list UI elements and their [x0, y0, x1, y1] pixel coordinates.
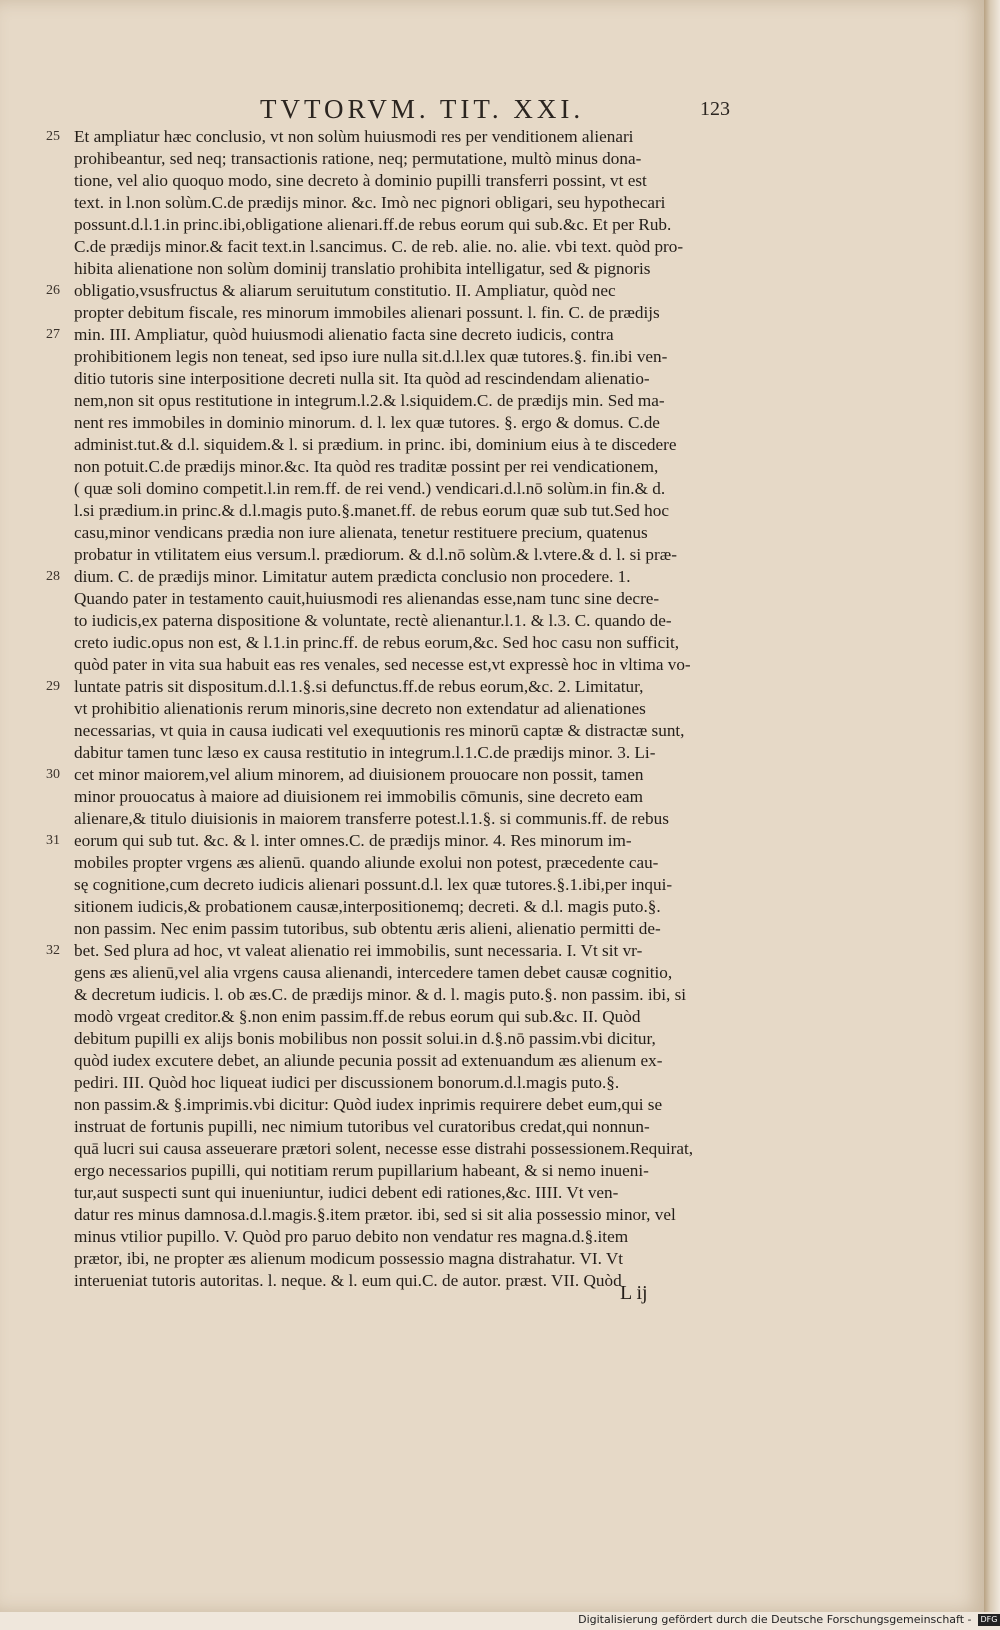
signature-mark: L ij: [620, 1282, 648, 1304]
line-text: datur res minus damnosa.d.l.magis.§.item prætor. ibi, sed si sit alia possessio minor, vel: [74, 1205, 676, 1224]
text-line: [46, 1226, 766, 1248]
line-text: eorum qui sub tut. &c. & l. inter omnes.C. de prædijs minor. 4. Res minorum im-: [74, 831, 632, 850]
text-line: [46, 742, 766, 764]
text-line: [46, 1160, 766, 1182]
margin-number: 31: [46, 833, 60, 848]
text-line: [46, 1028, 766, 1050]
text-line: [46, 852, 766, 874]
text-line: [46, 478, 766, 500]
text-line: [46, 1094, 766, 1116]
text-line: [46, 192, 766, 214]
line-text: obligatio,vsusfructus & aliarum seruitutum constitutio. II. Ampliatur, quòd nec: [74, 281, 616, 300]
text-line: [46, 720, 766, 742]
line-text: nem,non sit opus restitutione in integrum.l.2.& l.siquidem.C. de prædijs min. Sed ma-: [74, 391, 665, 410]
line-text: gens æs alienū,vel alia vrgens causa alienandi, intercedere tamen debet causæ cognitio,: [74, 963, 673, 982]
text-line: [46, 258, 766, 280]
text-line: [46, 148, 766, 170]
line-text: Et ampliatur hæc conclusio, vt non solùm huiusmodi res per venditionem alienari: [74, 127, 634, 146]
text-line: [46, 654, 766, 676]
text-line: [46, 214, 766, 236]
line-text: creto iudic.opus non est, & l.1.in princ.ff. de rebus eorum,&c. Sed hoc casu non sufficit,: [74, 633, 680, 652]
line-text: alienare,& titulo diuisionis in maiorem transferre potest.l.1.§. si communis.ff. de rebus: [74, 809, 669, 828]
line-text: instruat de fortunis pupilli, nec nimium tutoribus vel curatoribus credat,qui nonnun-: [74, 1117, 650, 1136]
text-line: [46, 390, 766, 412]
page-number: 123: [700, 98, 730, 120]
text-line: [46, 1182, 766, 1204]
line-text: administ.tut.& d.l. siquidem.& l. si prædium. in princ. ibi, dominium eius à te discedere: [74, 435, 677, 454]
line-text: propter debitum fiscale, res minorum immobiles alienari possunt. l. fin. C. de prædijs: [74, 303, 660, 322]
line-text: quòd pater in vita sua habuit eas res venales, sed necesse est,vt expressè hoc in vltima vo-: [74, 655, 691, 674]
margin-number: 25: [46, 129, 60, 144]
text-line: [46, 940, 766, 962]
text-line: [46, 434, 766, 456]
line-text: casu,minor vendicans prædia non iure alienata, tenetur restituere precium, quatenus: [74, 523, 648, 542]
line-text: ergo necessarios pupilli, qui notitiam rerum pupillarium habeant, & si nemo inueni-: [74, 1161, 649, 1180]
text-line: [46, 126, 766, 148]
line-text: sę cognitione,cum decreto iudicis alienari possunt.d.l. lex quæ tutores.§.1.ibi,per inqui-: [74, 875, 673, 894]
line-text: modò vrgeat creditor.& §.non enim passim.ff.de rebus eorum qui sub.&c. II. Quòd: [74, 1007, 641, 1026]
page-header: [0, 94, 984, 128]
text-line: [46, 280, 766, 302]
margin-number: 29: [46, 679, 60, 694]
text-line: [46, 830, 766, 852]
line-text: bet. Sed plura ad hoc, vt valeat alienatio rei immobilis, sunt necessaria. I. Vt sit vr-: [74, 941, 643, 960]
text-line: [46, 1270, 766, 1292]
line-text: mobiles propter vrgens æs alienū. quando aliunde exolui non potest, præcedente cau-: [74, 853, 659, 872]
text-line: [46, 1248, 766, 1270]
line-text: non passim.& §.imprimis.vbi dicitur: Quòd iudex inprimis requirere debet eum,qui se: [74, 1095, 663, 1114]
margin-number: 32: [46, 943, 60, 958]
line-text: possunt.d.l.1.in princ.ibi,obligatione alienari.ff.de rebus eorum qui sub.&c. Et per Rub.: [74, 215, 672, 234]
text-line: [46, 1006, 766, 1028]
text-line: [46, 1072, 766, 1094]
line-text: probatur in vtilitatem eius versum.l. prædiorum. & d.l.nō solùm.& l.vtere.& d. l. si præ-: [74, 545, 677, 564]
footer-text: Digitalisierung gefördert durch die Deutsche Forschungsgemeinschaft -: [578, 1613, 972, 1626]
line-text: hibita alienatione non solùm dominij translatio prohibita intelligatur, sed & pignoris: [74, 259, 651, 278]
text-line: [46, 236, 766, 258]
text-line: [46, 368, 766, 390]
text-line: [46, 566, 766, 588]
text-line: [46, 808, 766, 830]
line-text: minus vtilior pupillo. V. Quòd pro paruo debito non vendatur res magna.d.§.item: [74, 1227, 629, 1246]
line-text: dabitur tamen tunc læso ex causa restitutio in integrum.l.1.C.de prædijs minor. 3. Li-: [74, 743, 656, 762]
line-text: tur,aut suspecti sunt qui inueniuntur, iudici debent edi rationes,&c. IIII. Vt ven-: [74, 1183, 619, 1202]
line-text: Quando pater in testamento cauit,huiusmodi res alienandas esse,nam tunc sine decre-: [74, 589, 660, 608]
line-text: & decretum iudicis. l. ob æs.C. de prædijs minor. & d. l. magis puto.§. non passim. ibi, si: [74, 985, 687, 1004]
line-text: prohibitionem legis non teneat, sed ipso iure nulla sit.d.l.lex quæ tutores.§. fin.ibi ven-: [74, 347, 668, 366]
line-text: non passim. Nec enim passim tutoribus, sub obtentu æris alieni, alienatio permitti de-: [74, 919, 661, 938]
line-text: interueniat tutoris autoritas. l. neque. & l. eum qui.C. de autor. præst. VII. Quòd: [74, 1271, 622, 1290]
line-text: minor prouocatus à maiore ad diuisionem rei immobilis cōmunis, sine decreto eam: [74, 787, 643, 806]
line-text: quòd iudex excutere debet, an aliunde pecunia possit ad extenuandum æs alienum ex-: [74, 1051, 663, 1070]
line-text: pediri. III. Quòd hoc liqueat iudici per discussionem bonorum.d.l.magis puto.§.: [74, 1073, 620, 1092]
line-text: prohibeantur, sed neq; transactionis ratione, neq; permutatione, multò minus dona-: [74, 149, 642, 168]
line-text: quā lucri sui causa asseuerare prætori solent, necesse esse distrahi possessionem.Requirat,: [74, 1139, 694, 1158]
text-line: [46, 1050, 766, 1072]
line-text: ditio tutoris sine interpositione decreti nulla sit. Ita quòd ad rescindendam alienatio-: [74, 369, 650, 388]
text-line: [46, 764, 766, 786]
margin-number: 26: [46, 283, 60, 298]
margin-number: 28: [46, 569, 60, 584]
text-line: [46, 1116, 766, 1138]
text-line: [46, 412, 766, 434]
text-line: [46, 1204, 766, 1226]
text-line: [46, 610, 766, 632]
line-text: luntate patris sit dispositum.d.l.1.§.si defunctus.ff.de rebus eorum,&c. 2. Limitatur,: [74, 677, 644, 696]
text-line: [46, 500, 766, 522]
line-text: nent res immobiles in dominio minorum. d. l. lex quæ tutores. §. ergo & domus. C.de: [74, 413, 660, 432]
line-text: to iudicis,ex paterna dispositione & voluntate, rectè alienantur.l.1. & l.3. C. quando de-: [74, 611, 672, 630]
text-line: [46, 984, 766, 1006]
margin-number: 30: [46, 767, 60, 782]
text-line: [46, 170, 766, 192]
line-text: dium. C. de prædijs minor. Limitatur autem prædicta conclusio non procedere. 1.: [74, 567, 631, 586]
line-text: text. in l.non solùm.C.de prædijs minor. &c. Imò nec pignori obligari, seu hypothecari: [74, 193, 666, 212]
margin-number: 27: [46, 327, 60, 342]
text-line: [46, 896, 766, 918]
text-line: [46, 544, 766, 566]
line-text: debitum pupilli ex alijs bonis mobilibus non possit solui.in d.§.nō passim.vbi dicitur,: [74, 1029, 656, 1048]
digitization-footer: [570, 1613, 1000, 1630]
text-line: [46, 522, 766, 544]
text-line: [46, 698, 766, 720]
text-line: [46, 346, 766, 368]
text-line: [46, 962, 766, 984]
text-line: [46, 632, 766, 654]
line-text: cet minor maiorem,vel alium minorem, ad diuisionem prouocare non possit, tamen: [74, 765, 644, 784]
line-text: tione, vel alio quoquo modo, sine decreto à dominio pupilli transferri possint, vt est: [74, 171, 647, 190]
line-text: l.si prædium.in princ.& d.l.magis puto.§.manet.ff. de rebus eorum quæ sub tut.Sed hoc: [74, 501, 669, 520]
line-text: necessarias, vt quia in causa iudicati vel exequutionis res minorū captæ & distractæ sunt,: [74, 721, 685, 740]
line-text: sitionem iudicis,& probationem causæ,interpositionemq; decreti. & d.l. magis puto.§.: [74, 897, 661, 916]
text-line: [46, 1138, 766, 1160]
text-line: [46, 918, 766, 940]
text-line: [46, 676, 766, 698]
line-text: C.de prædijs minor.& facit text.in l.sancimus. C. de reb. alie. no. alie. vbi text. quòd pro-: [74, 237, 684, 256]
line-text: prætor, ibi, ne propter æs alienum modicum possessio magna distrahatur. VI. Vt: [74, 1249, 624, 1268]
text-line: [46, 588, 766, 610]
line-text: ( quæ soli domino competit.l.in rem.ff. de rei vend.) vendicari.d.l.nō solùm.in fin.& d.: [74, 479, 666, 498]
text-line: [46, 874, 766, 896]
page-edge: [984, 0, 1000, 1612]
line-text: min. III. Ampliatur, quòd huiusmodi alienatio facta sine decreto iudicis, contra: [74, 325, 614, 344]
text-line: [46, 456, 766, 478]
text-line: [46, 786, 766, 808]
running-title: TVTORVM. TIT. XXI.: [260, 94, 585, 124]
dfg-logo-icon: DFG: [978, 1614, 1000, 1626]
text-body: [46, 126, 766, 1326]
text-line: [46, 302, 766, 324]
line-text: non potuit.C.de prædijs minor.&c. Ita quòd res traditæ possint per rei vendicationem,: [74, 457, 659, 476]
line-text: vt prohibitio alienationis rerum minoris,sine decreto non extendatur ad alienationes: [74, 699, 646, 718]
text-line: [46, 324, 766, 346]
